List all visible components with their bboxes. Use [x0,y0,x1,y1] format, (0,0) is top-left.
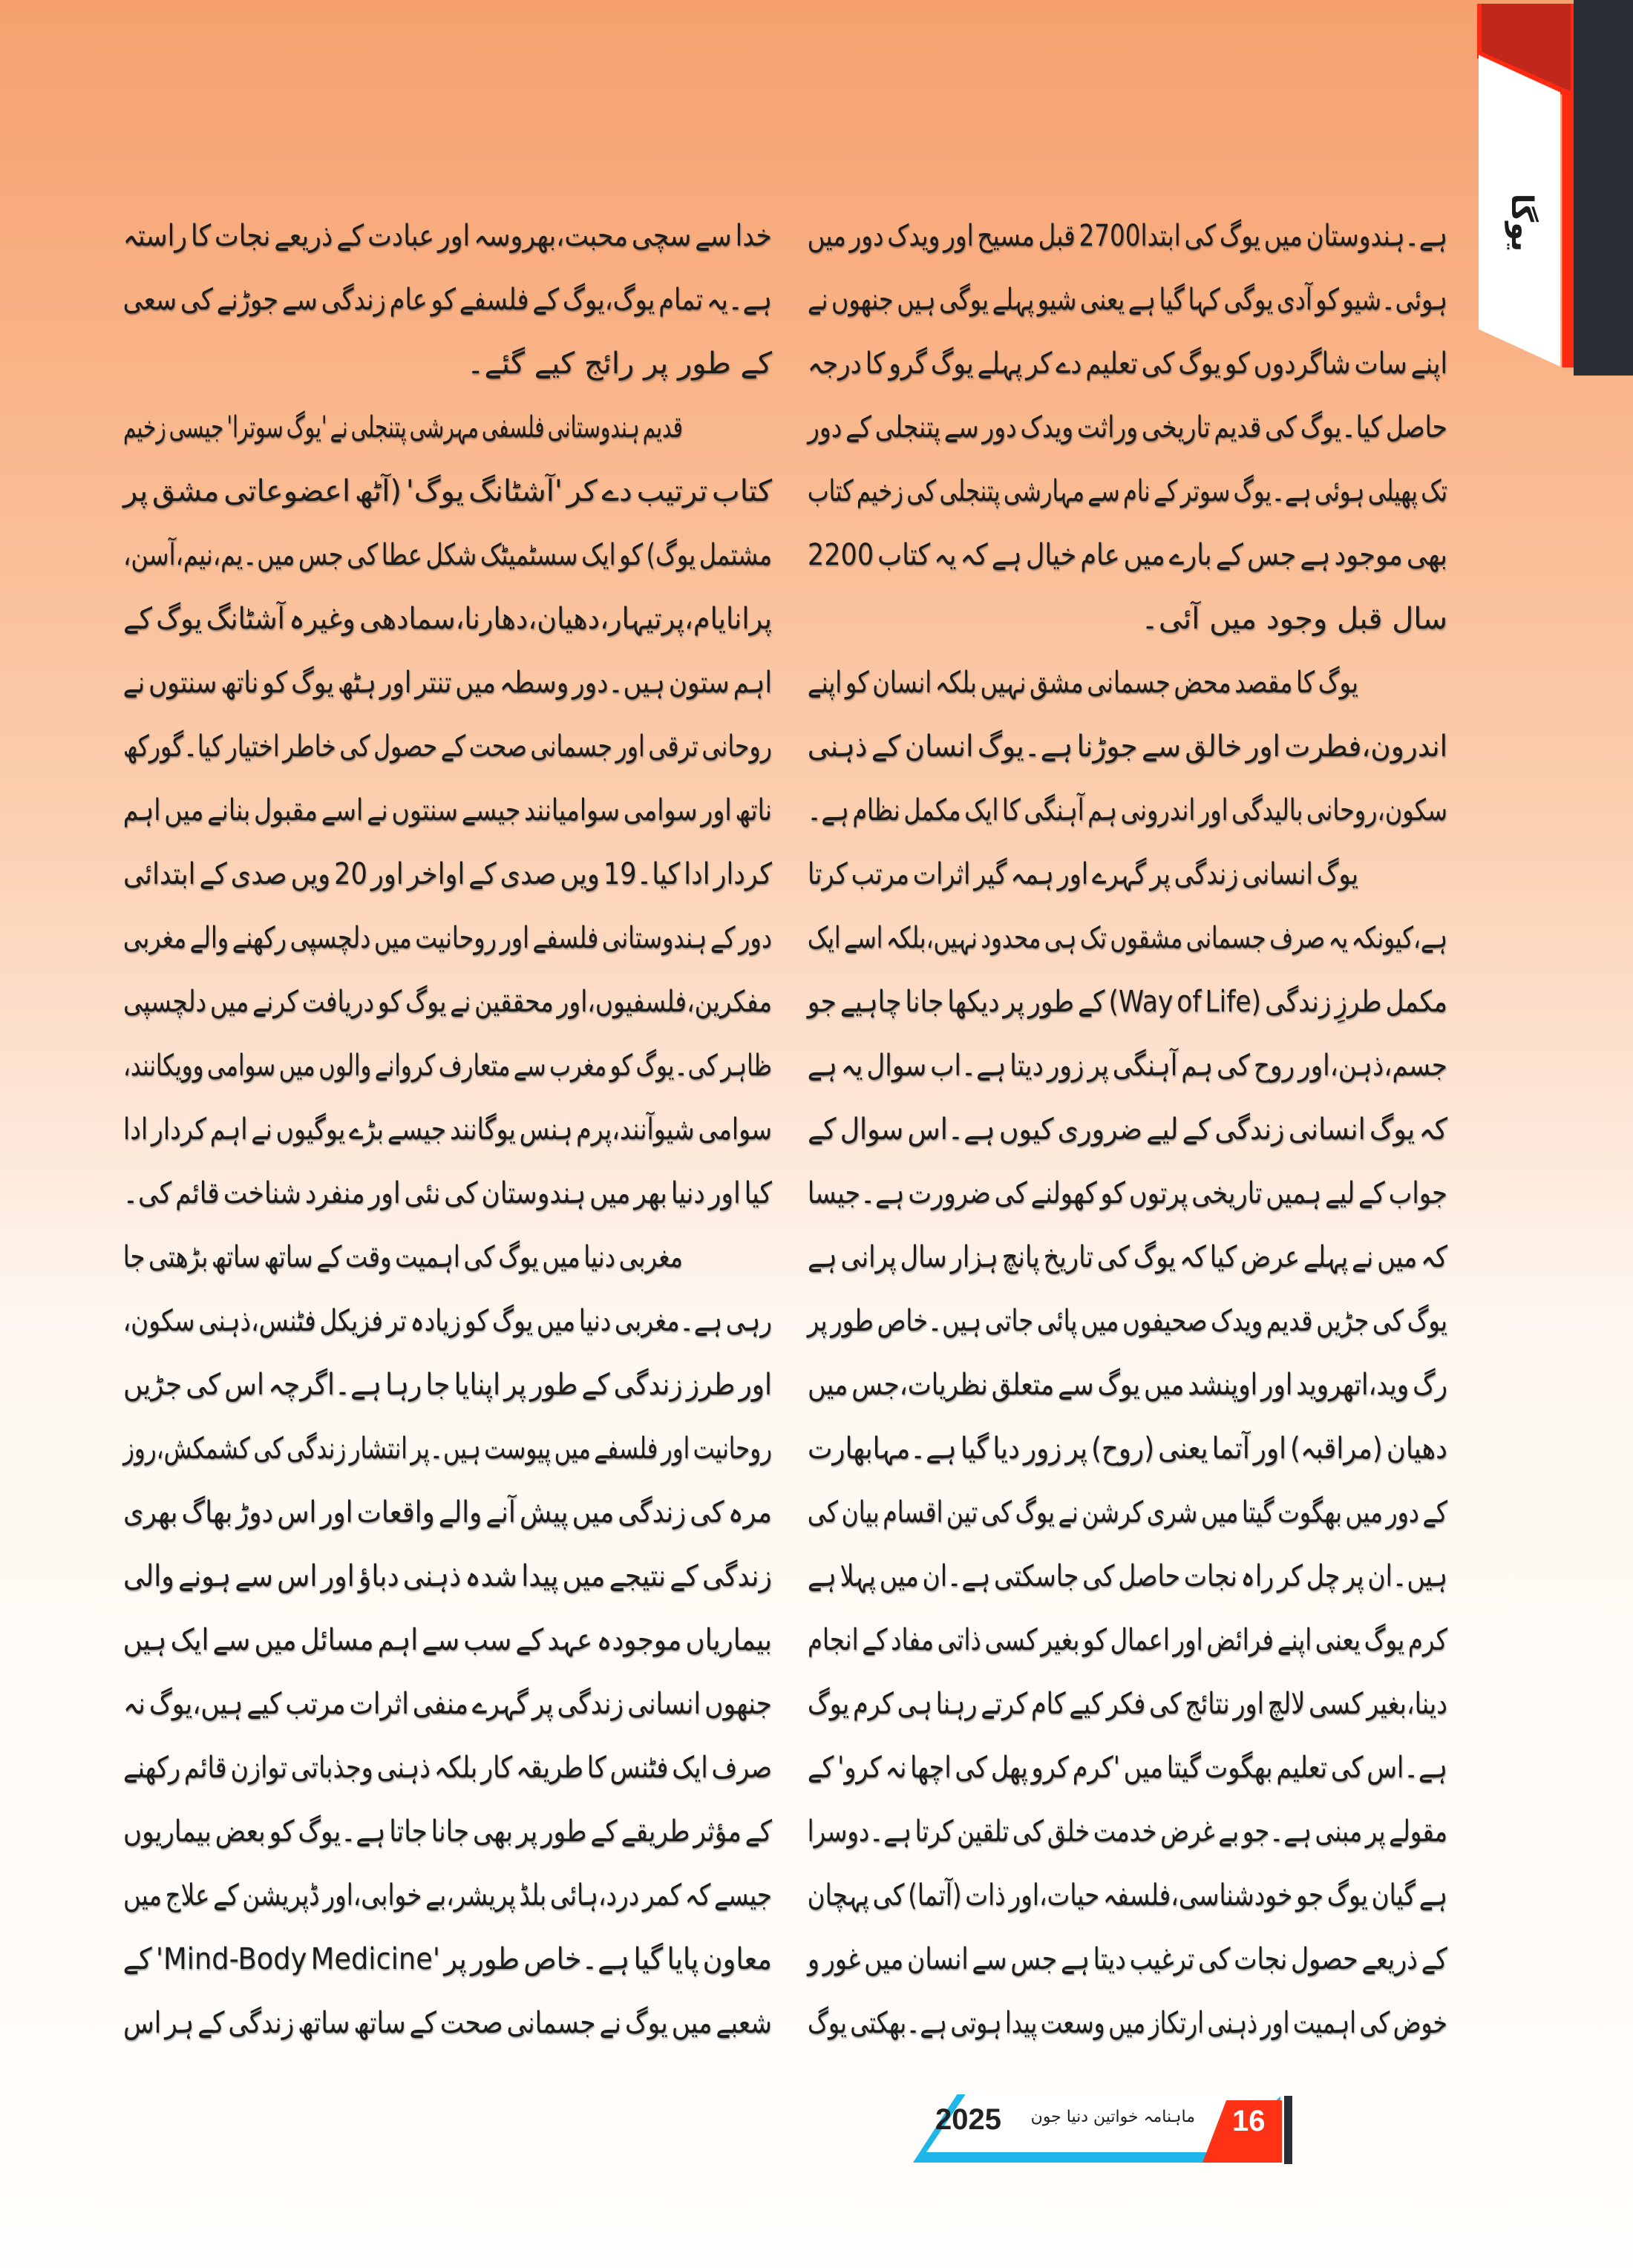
text-line-content: کہ یوگ انسانی زندگی کے لیے ضروری کیوں ہے۔اس سوال کے [807,1112,1447,1147]
text-line [123,1225,772,1289]
text-line [123,268,772,332]
text-line [123,970,772,1034]
text-line [123,332,772,396]
text-line-content: دور کے ہندوستانی فلسفے اور روحانیت میں دلچسپی رکھنے والے مغربی [122,921,772,955]
text-line [808,1481,1447,1544]
text-line-content: جیسے کہ کمر درد،ہائی بلڈ پریشر،بے خوابی،اور ڈپریشن کے علاج میں [123,1878,772,1913]
text-line-content: خوض کی اہمیت اور ذہنی ارتکاز میں وسعت پیدا ہوتی ہے۔بھکتی یوگ [808,2006,1447,2040]
text-line [123,1544,772,1608]
text-line-content: کے طور پر رائج کیے گئے۔ [467,347,772,381]
text-line [808,970,1447,1034]
text-line-content: مشتمل یوگ) کو ایک سسٹمیٹک شکل عطا کی جس میں۔یم،نیم،آسن، [123,538,772,572]
text-line [123,1927,772,1991]
text-line-content: اور طرز زندگی کے طور پر اپنایا جا رہا ہے۔اگرچہ اس کی جڑیں [123,1368,772,1402]
text-line-content: سال قبل وجود میں آئی۔ [1141,602,1447,636]
text-line-content: ہے گیان یوگ جو خودشناسی،فلسفہ حیات،اور ذات (آتما) کی پہچان [807,1878,1447,1913]
text-line-content: زندگی کے نتیجے میں پیدا شدہ ذہنی دباؤ اور اس سے ہونے والی [122,1559,773,1593]
text-line [123,779,772,842]
text-line-content: مکمل طرزِ زندگی (Way of Life) کے طور پر دیکھا جانا چاہیے جو [807,985,1447,1019]
text-line [123,906,772,970]
text-line [808,1034,1447,1098]
text-line [808,1544,1447,1608]
text-line-content: خدا سے سچی محبت،بھروسہ اور عبادت کے ذریعے نجات کا راستہ [122,219,772,253]
text-line [808,1417,1447,1481]
text-line [808,587,1447,651]
text-line-content: جنھوں انسانی زندگی پر گہرے منفی اثرات مرتب کیے ہیں،یوگ نہ [123,1687,772,1721]
text-line-content: قدیم ہندوستانی فلسفی مہرشی پتنجلی نے 'یوگ سوترا' جیسی زخیم [123,410,683,445]
text-line [808,715,1447,779]
text-line [808,1991,1447,2055]
text-line [123,1417,772,1481]
text-line-content: مغربی دنیا میں یوگ کی اہمیت وقت کے ساتھ ساتھ بڑھتی جا [122,1240,683,1274]
text-line [123,1353,772,1417]
text-line-content: معاون پایا گیا ہے۔خاص طور پر 'Mind-Body Medicine' کے [122,1942,772,1976]
text-line-content: رہی ہے۔مغربی دنیا میں یوگ کو زیادہ تر فزیکل فٹنس،ذہنی سکون، [122,1304,773,1338]
text-line-content: روحانیت اور فلسفے میں پیوست ہیں۔پر انتشار زندگی کی کشمکش،روز [123,1432,772,1466]
text-line [123,1608,772,1672]
text-line [123,1161,772,1225]
text-line-content: بھی موجود ہے جس کے بارے میں عام خیال ہے کہ یہ کتاب 2200 [807,538,1447,572]
text-line-content: تک پھیلی ہوئی ہے۔یوگ سوتر کے نام سے مہارشی پتنجلی کی زخیم کتاب [807,474,1447,508]
text-line-content: کرم یوگ یعنی اپنے فرائض اور اعمال کو بغیر کسی ذاتی مفاد کے انجام [808,1623,1447,1657]
text-line-content: ظاہر کی۔یوگ کو مغرب سے متعارف کروانے والوں میں سوامی وویکانند، [123,1049,772,1083]
issue-year: 2025 [935,2103,1001,2136]
text-line-content: کیا اور دنیا بھر میں ہندوستان کی نئی اور منفرد شناخت قائم کی۔ [122,1176,772,1210]
text-line [808,1736,1447,1800]
text-line [808,651,1447,715]
text-line [123,523,772,587]
text-line [808,204,1447,268]
text-line-content: جواب کے لیے ہمیں تاریخی پرتوں کو کھولنے کی ضرورت ہے۔جیسا [807,1176,1447,1210]
text-line-content: حاصل کیا۔یوگ کی قدیم تاریخی وراثت ویدک دور سے پتنجلی کے دور [808,410,1447,445]
text-line [808,268,1447,332]
text-line [123,1289,772,1353]
text-line [808,906,1447,970]
text-line-content: سوامی شیوآنند،پرم ہنس یوگانند جیسے بڑے یوگیوں نے اہم کردار ادا [122,1112,772,1147]
page-number: 16 [1232,2105,1266,2137]
text-line [808,396,1447,459]
text-line-content: دینا،بغیر کسی لالچ اور نتائج کی فکر کیے کام کرتے رہنا ہی کرم یوگ [807,1687,1447,1721]
text-line-content: ہے۔ہندوستان میں یوگ کی ابتدا2700 قبل مسیح اور ویدک دور میں [807,219,1447,253]
text-line [808,1672,1447,1736]
footer-dark-bar [1284,2096,1292,2164]
text-line-content: اپنے سات شاگردوں کو یوگ کی تعلیم دے کر پہلے یوگ گرو کا درجہ [808,347,1447,381]
text-line [808,523,1447,587]
text-line-content: ہے۔اس کی تعلیم بھگوت گیتا میں 'کرم کرو پھل کی اچھا نہ کرو' کے [807,1751,1447,1785]
text-line [123,1481,772,1544]
text-line-content: بیماریاں موجودہ عہد کے سب سے اہم مسائل میں سے ایک ہیں [122,1623,773,1657]
text-line-content: کے دور میں بھگوت گیتا میں شری کرشن نے یوگ کی تین اقسام بیان کی [807,1495,1447,1530]
text-line [808,1225,1447,1289]
text-line [123,204,772,268]
page-footer [913,2094,1299,2166]
text-line-content: کہ میں نے پہلے عرض کیا کہ یوگ کی تاریخ پانچ ہزار سال پرانی ہے [808,1240,1447,1274]
article-column-left [123,204,772,2055]
text-line [808,1289,1447,1353]
text-line [123,587,772,651]
text-line-content: یوگ کا مقصد محض جسمانی مشق نہیں بلکہ انسان کو اپنے [807,666,1358,700]
text-line-content: یوگ انسانی زندگی پر گہرے اور ہمہ گیر اثرات مرتب کرتا [808,857,1358,891]
text-line-content: سکون،روحانی بالیدگی اور اندرونی ہم آہنگی کا ایک مکمل نظام ہے۔ [807,793,1447,827]
text-line [123,715,772,779]
text-line [123,1098,772,1161]
text-line-content: کردار ادا کیا۔19 ویں صدی کے اواخر اور 20 ویں صدی کے ابتدائی [123,857,772,891]
text-line-content: کے مؤثر طریقے کے طور پر بھی جانا جاتا ہے۔یوگ کو بعض بیماریوں [123,1815,772,1849]
text-line [123,1736,772,1800]
text-line-content: روحانی ترقی اور جسمانی صحت کے حصول کی خاطر اختیار کیا۔گورکھ [122,730,772,764]
text-line [808,1098,1447,1161]
text-line-content: مفکرین،فلسفیوں،اور محققین نے یوگ کو دریافت کرنے میں دلچسپی [123,985,772,1019]
text-line [808,332,1447,396]
text-line-content: جسم،ذہن،اور روح کی ہم آہنگی پر زور دیتا ہے۔اب سوال یہ ہے [807,1049,1447,1083]
text-line [123,1864,772,1927]
text-line [808,1927,1447,1991]
section-tab-label: یوگا [1505,193,1539,252]
text-line-content: کتاب ترتیب دے کر 'آشٹانگ یوگ' (آٹھ اعضوعاتی مشق پر [123,474,772,508]
text-line-content: ناتھ اور سوامی سوامیانند جیسے سنتوں نے اسے مقبول بنانے میں اہم [122,793,773,827]
text-line [808,842,1447,906]
text-line-content: اہم ستون ہیں۔دور وسطہ میں تنتر اور ہٹھ یوگ کو ناتھ سنتوں نے [122,666,773,700]
text-line-content: ہوئی۔شیو کو آدی یوگی کہا گیا ہے یعنی شیو پہلے یوگی ہیں جنھوں نے [808,283,1447,317]
text-line [808,459,1447,523]
text-line-content: اندرون،فطرت اور خالق سے جوڑنا ہے۔یوگ انسان کے ذہنی [807,730,1447,764]
text-line [808,1353,1447,1417]
text-line [808,1864,1447,1927]
text-line-content: مقولے پر مبنی ہے۔جو بے غرض خدمت خلق کی تلقین کرتا ہے۔دوسرا [807,1815,1447,1849]
text-line [808,779,1447,842]
text-line-content: شعبے میں یوگ نے جسمانی صحت کے ساتھ ساتھ زندگی کے ہر اس [123,2006,772,2040]
text-line-content: ہیں۔ان پر چل کر راہ نجات حاصل کی جاسکتی ہے۔ان میں پہلا ہے [807,1559,1447,1593]
text-line-content: صرف ایک فٹنس کا طریقہ کار بلکہ ذہنی وجذباتی توازن قائم رکھنے [123,1751,772,1785]
text-line [123,1672,772,1736]
text-line-content: کے ذریعے حصول نجات کی ترغیب دیتا ہے جس سے انسان میں غور و [808,1942,1447,1976]
text-line-content: رگ وید،اتھروید اور اوپنشد میں یوگ سے متعلق نظریات،جس میں [808,1368,1447,1402]
text-line [123,1991,772,2055]
text-line [123,1800,772,1864]
text-line [808,1608,1447,1672]
text-line [123,396,772,459]
text-line [808,1800,1447,1864]
text-line [123,651,772,715]
text-line [808,1161,1447,1225]
text-line-content: دھیان (مراقبہ) اور آتما یعنی (روح) پر زور دیا گیا ہے۔مہابھارت [808,1432,1447,1466]
text-line-content: پرانایام،پرتیہار،دھیان،دھارنا،سمادھی وغیرہ آشٹانگ یوگ کے [123,602,772,636]
section-tab-dark-band [1574,0,1633,376]
text-line [123,1034,772,1098]
article-column-right [808,204,1447,2055]
text-line-content: ہے۔یہ تمام یوگ،یوگ کے فلسفے کو عام زندگی سے جوڑنے کی سعی [122,283,772,317]
text-line-content: ہے،کیونکہ یہ صرف جسمانی مشقوں تک ہی محدود نہیں،بلکہ اسے ایک [807,921,1447,955]
text-line-content: مرہ کی زندگی میں پیش آنے والے واقعات اور اس دوڑ بھاگ بھری [123,1495,772,1530]
magazine-issue-label: ماہنامہ خواتین دنیا جون [1030,2108,1195,2126]
text-line-content: یوگ کی جڑیں قدیم ویدک صحیفوں میں پائی جاتی ہیں۔خاص طور پر [807,1304,1447,1338]
text-line [123,459,772,523]
text-line [123,842,772,906]
